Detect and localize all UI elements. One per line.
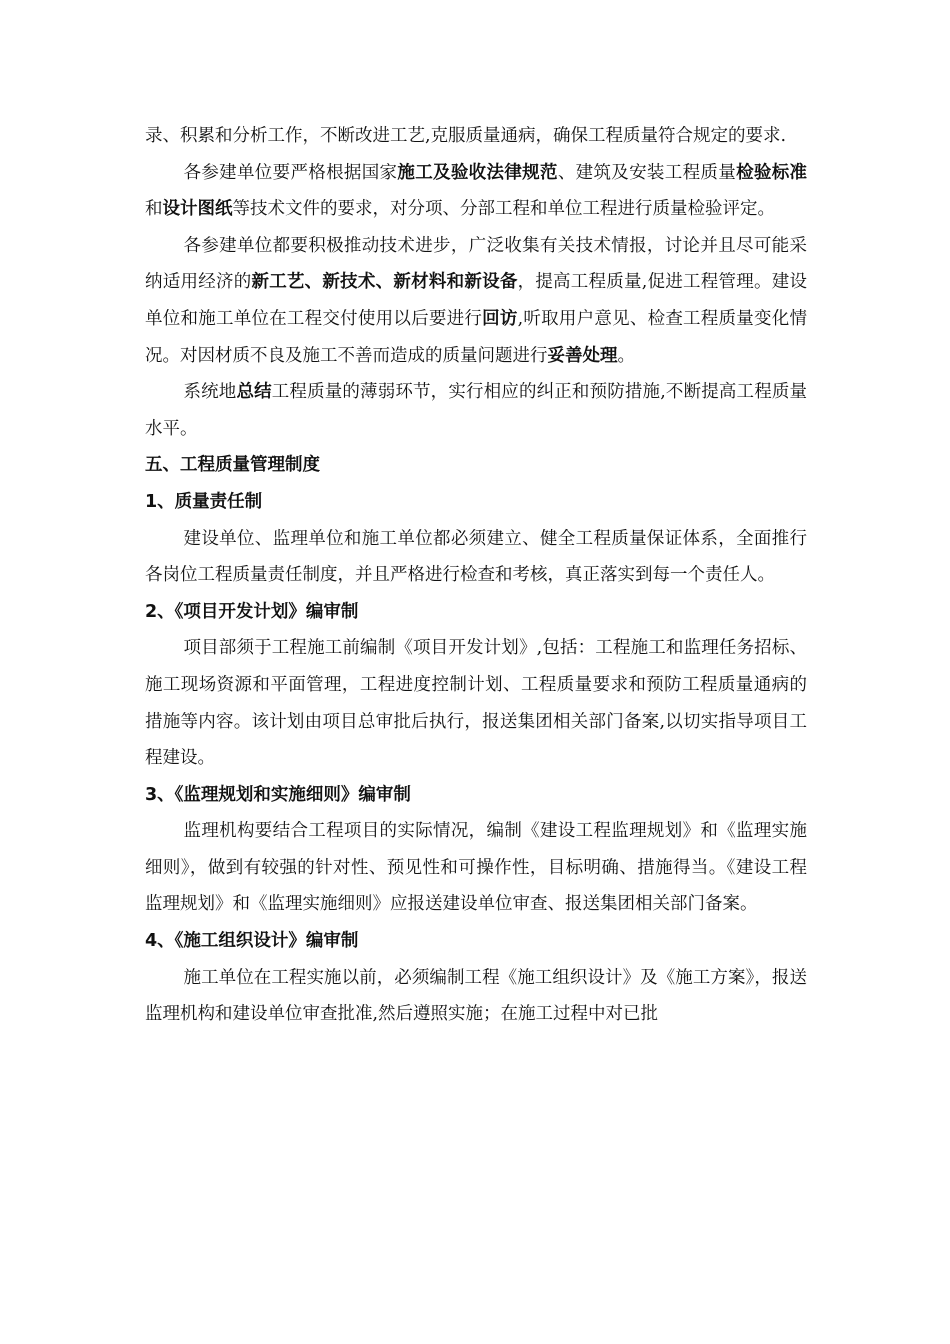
subsection-heading-3: 3、《监理规划和实施细则》编审制 [145, 784, 411, 805]
text-run: 项目部须于工程施工前编制《项目开发计划》,包括：工程施工和监理任务招标、施工现场资源和平面管理，工程进度控制计划、工程质量要求和预防工程质量通病的措施等内容。该计划由项目总审批后执行，报送集团相关部门备案,以切实指导项目工程建设。 [145, 638, 807, 769]
text-run: 各参建单位都要积极推动技术进步，广泛收集有关技术情报，讨论并且尽可能采纳适用经济的 [145, 235, 807, 293]
text-run: 各参建单位要严格根据国家 [183, 162, 398, 183]
text-run: 工程质量的薄弱环节，实行相应的纠正和预防措施,不断提高工程质量水平。 [145, 382, 808, 439]
paragraph-continuation [145, 118, 807, 155]
bold-term: 设计图纸 [162, 199, 233, 220]
paragraph-technical-progress [145, 228, 807, 374]
bold-term: 回访 [482, 308, 518, 329]
text-run: 。 [617, 345, 635, 366]
bold-term: 检验标准 [736, 162, 808, 183]
text-run: 、建筑及安装工程质量 [557, 162, 737, 183]
paragraph-supervision-plan [145, 813, 807, 923]
text-run: 录、积累和分析工作，不断改进工艺,克服质量通病，确保工程质量符合规定的要求. [145, 126, 787, 146]
document-page [145, 118, 807, 1033]
subsection-heading-2: 2、《项目开发计划》编审制 [145, 601, 359, 622]
text-run: 等技术文件的要求，对分项、分部工程和单位工程进行质量检验评定。 [232, 199, 775, 220]
text-run: 监理机构要结合工程项目的实际情况，编制《建设工程监理规划》和《监理实施细则》，做到有较强的针对性、预见性和可操作性，目标明确、措施得当。《建设工程监理规划》和《监理实施细则》应报送建设单位审查、报送集团相关部门备案。 [145, 821, 807, 915]
paragraph-construction-design [145, 960, 807, 1033]
subsection-heading-4: 4、《施工组织设计》编审制 [145, 931, 359, 952]
paragraph-inspection-standards [145, 155, 807, 228]
bold-term: 总结 [236, 382, 272, 403]
paragraph-quality-responsibility [145, 521, 807, 594]
bold-term: 施工及验收法律规范 [397, 162, 558, 183]
text-run: ，提高工程质量,促进工程管理。建设单位和施工单位在工程交付使用以后要进行 [145, 272, 808, 329]
paragraph-summary [145, 374, 807, 447]
text-run: ,听取用户意见、检查工程质量变化情况。对因材质不良及施工不善而造成的质量问题进行 [145, 308, 808, 366]
subsection-heading-1: 1、质量责任制 [145, 491, 263, 512]
text-run: 建设单位、监理单位和施工单位都必须建立、健全工程质量保证体系，全面推行各岗位工程质量责任制度，并且严格进行检查和考核，真正落实到每一个责任人。 [145, 528, 807, 586]
text-run: 和 [145, 199, 163, 220]
bold-term: 新工艺、新技术、新材料和新设备 [251, 272, 518, 293]
text-run: 施工单位在工程实施以前，必须编制工程《施工组织设计》及《施工方案》，报送监理机构和建设单位审查批准,然后遵照实施；在施工过程中对已批 [145, 967, 807, 1025]
section-heading-5: 五、工程质量管理制度 [145, 455, 320, 476]
bold-term: 妥善处理 [547, 345, 618, 366]
paragraph-project-plan [145, 630, 807, 776]
text-run: 系统地 [183, 382, 237, 403]
